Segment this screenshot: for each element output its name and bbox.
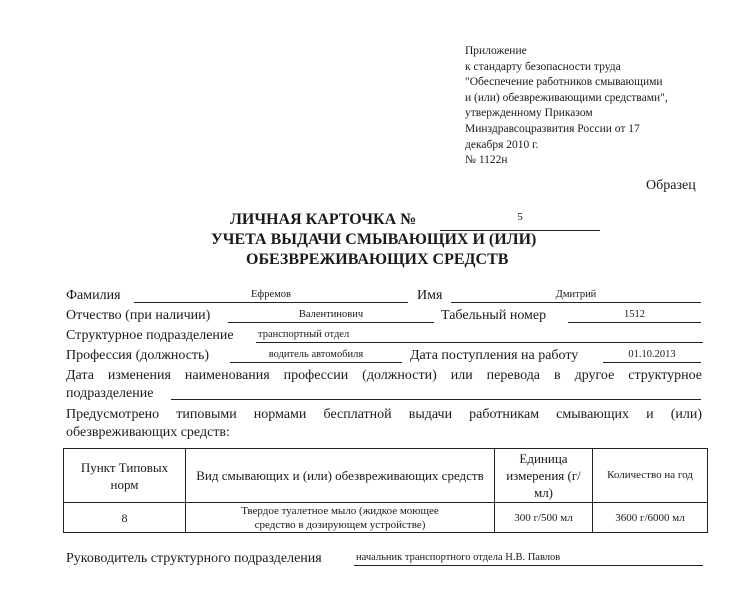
appendix-note [465, 44, 668, 169]
cell-unit: 300 г/500 мл [495, 503, 593, 533]
profession-label: Профессия (должность) [66, 348, 210, 363]
appendix-line: "Обеспечение работников смывающими [465, 76, 663, 89]
head-of-department-field[interactable]: начальник транспортного отдела Н.В. Павлов [354, 550, 703, 566]
table-row [64, 503, 708, 533]
appendix-line: утвержденному Приказом [465, 107, 593, 120]
patronymic-field[interactable]: Валентинович [228, 307, 434, 323]
norms-intro-line-1: Предусмотрено типовыми нормами бесплатной выдачи работникам смывающих и (или) [66, 407, 702, 422]
personnel-number-field[interactable]: 1512 [568, 307, 701, 323]
change-date-label: Дата изменения наименования профессии (должности) или перевода в другое структурное [66, 368, 702, 383]
name-label: Имя [417, 288, 443, 303]
name-field[interactable]: Дмитрий [451, 287, 701, 303]
surname-label: Фамилия [66, 288, 121, 303]
department-label: Структурное подразделение [66, 328, 234, 343]
patronymic-label: Отчество (при наличии) [66, 308, 211, 323]
title-line-3: ОБЕЗВРЕЖИВАЮЩИХ СРЕДСТВ [246, 251, 509, 268]
cell-norm-item: 8 [64, 503, 186, 533]
norms-table [63, 448, 708, 533]
header-annual-quantity: Количество на год [593, 449, 708, 503]
appendix-line: № 1122н [465, 154, 508, 167]
title-line-1: ЛИЧНАЯ КАРТОЧКА № [230, 211, 417, 228]
appendix-line: к стандарту безопасности труда [465, 60, 621, 73]
sample-label: Образец [646, 178, 696, 193]
hire-date-label: Дата поступления на работу [410, 348, 579, 363]
personnel-number-label: Табельный номер [441, 308, 547, 323]
title-line-2: УЧЕТА ВЫДАЧИ СМЫВАЮЩИХ И (ИЛИ) [211, 231, 537, 248]
change-date-label-2: подразделение [66, 386, 154, 401]
header-unit: Единица измерения (г/мл) [495, 449, 593, 503]
cell-annual-quantity: 3600 г/6000 мл [593, 503, 708, 533]
profession-field[interactable]: водитель автомобиля [230, 347, 402, 363]
header-norm-item: Пункт Типовых норм [64, 449, 186, 503]
appendix-line: и (или) обезвреживающими средствами", [465, 91, 668, 104]
cell-means-type: Твердое туалетное мыло (жидкое моющее средство в дозирующем устройстве) [186, 503, 495, 533]
norms-intro-line-2: обезвреживающих средств: [66, 425, 230, 440]
appendix-line: декабря 2010 г. [465, 138, 539, 151]
card-number-value: 5 [517, 211, 523, 223]
appendix-line: Минздравсоцразвития России от 17 [465, 122, 640, 135]
head-of-department-label: Руководитель структурного подразделения [66, 551, 322, 566]
surname-field[interactable]: Ефремов [134, 287, 408, 303]
department-field[interactable]: транспортный отдел [256, 327, 703, 343]
appendix-line: Приложение [465, 45, 527, 57]
header-means-type: Вид смывающих и (или) обезвреживающих средств [186, 449, 495, 503]
table-header-row [64, 449, 708, 503]
hire-date-field[interactable]: 01.10.2013 [603, 347, 701, 363]
change-date-field[interactable] [171, 384, 701, 400]
